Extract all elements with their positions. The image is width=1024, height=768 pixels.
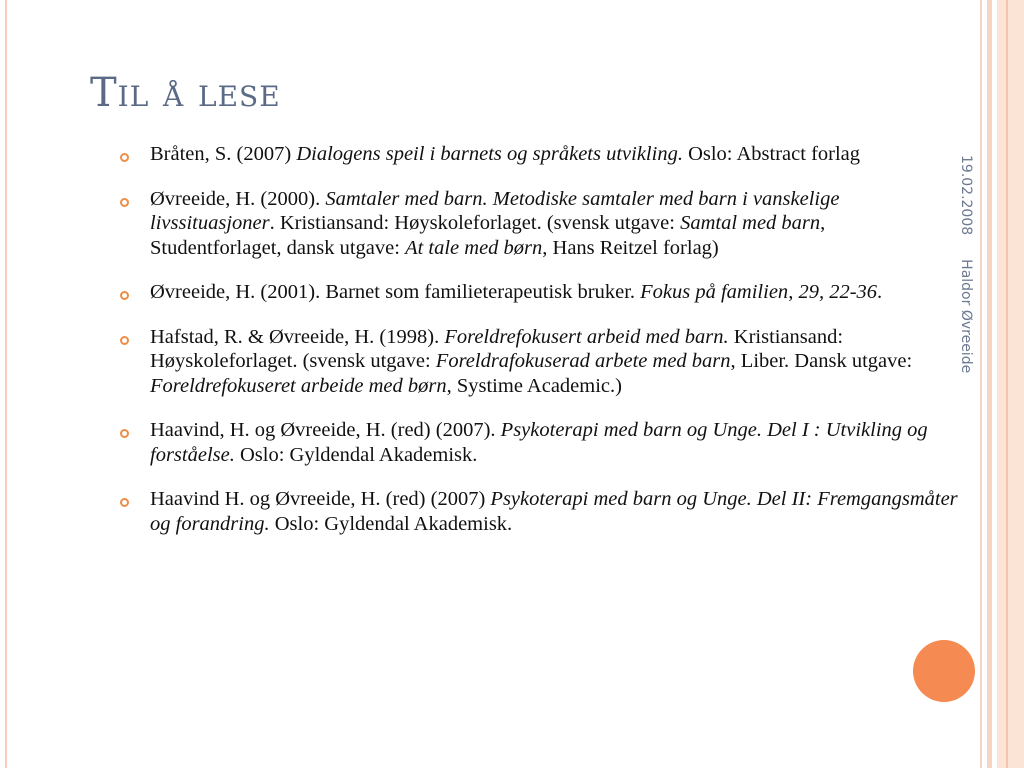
reference-text: Psykoterapi med barn og Unge. Del I : Utvikling og forståelse. <box>150 419 928 466</box>
reference-item <box>120 325 960 399</box>
reference-text: Haavind H. og Øvreeide, H. (red) (2007) <box>150 488 491 510</box>
reference-text: Dialogens speil i barnets og språkets utvikling. <box>296 143 683 165</box>
reference-text: , Systime Academic.) <box>446 374 622 397</box>
reference-text: 29, 22-36 <box>798 281 878 303</box>
reference-text: , Hans Reitzel forlag) <box>542 236 719 259</box>
slide-author: Haldor Øvreeide <box>958 259 974 374</box>
reference-item <box>120 280 960 305</box>
bullet-icon <box>120 198 129 207</box>
reference-text: Foreldrafokuserad arbete med barn <box>435 350 731 372</box>
reference-item <box>120 487 960 536</box>
slide-title: Til å lese <box>90 70 281 116</box>
slide-date: 19.02.2008 <box>958 155 974 236</box>
reference-list <box>120 142 960 556</box>
reference-text: , Studentforlaget, dansk utgave: <box>150 212 826 259</box>
reference-item <box>120 187 960 261</box>
reference-text: . <box>877 281 883 303</box>
reference-text: Foreldrefokuseret arbeide med børn <box>150 374 447 397</box>
reference-text: Oslo: Abstract forlag <box>682 143 861 165</box>
reference-text: Øvreeide, H. (2000). <box>150 187 326 210</box>
reference-text: Hafstad, R. & Øvreeide, H. (1998). <box>150 325 445 348</box>
reference-text: Foreldrefokusert arbeid med barn. <box>444 325 729 348</box>
reference-text: . Kristiansand: Høyskoleforlaget. (svensk utgave: <box>269 212 681 234</box>
bullet-icon <box>120 429 129 438</box>
reference-text: Fokus på familien <box>640 281 789 303</box>
reference-item <box>120 418 960 467</box>
reference-text: Bråten, S. (2007) <box>150 143 297 165</box>
reference-text: Oslo: Gyldendal Akademisk. <box>234 443 478 466</box>
reference-text: Haavind, H. og Øvreeide, H. (red) (2007). <box>150 419 501 441</box>
side-footer <box>950 155 974 415</box>
right-frame-line <box>987 0 992 768</box>
bullet-icon <box>120 336 129 345</box>
reference-text: , Liber. Dansk utgave: <box>730 350 913 372</box>
reference-text: Samtal med barn <box>680 212 821 234</box>
right-frame-line <box>1006 0 1008 768</box>
decorative-circle <box>913 640 975 702</box>
reference-text: , <box>788 281 799 303</box>
left-frame-line <box>5 0 7 768</box>
reference-text: Oslo: Gyldendal Akademisk. <box>269 512 513 535</box>
reference-item <box>120 142 960 167</box>
bullet-icon <box>120 498 129 507</box>
reference-text: Psykoterapi med barn og Unge. Del II: Fremgangsmåter og forandring. <box>150 488 958 535</box>
right-frame-line <box>980 0 982 768</box>
reference-text: Kristiansand: Høyskoleforlaget. (svensk utgave: <box>150 325 844 372</box>
bullet-icon <box>120 153 129 162</box>
reference-text: Øvreeide, H. (2001). Barnet som familieterapeutisk bruker. <box>150 281 641 303</box>
bullet-icon <box>120 291 129 300</box>
right-frame-band <box>997 0 1024 768</box>
reference-text: At tale med børn <box>405 236 543 259</box>
reference-text: Samtaler med barn. Metodiske samtaler med barn i vanskelige livssituasjoner <box>150 187 840 234</box>
